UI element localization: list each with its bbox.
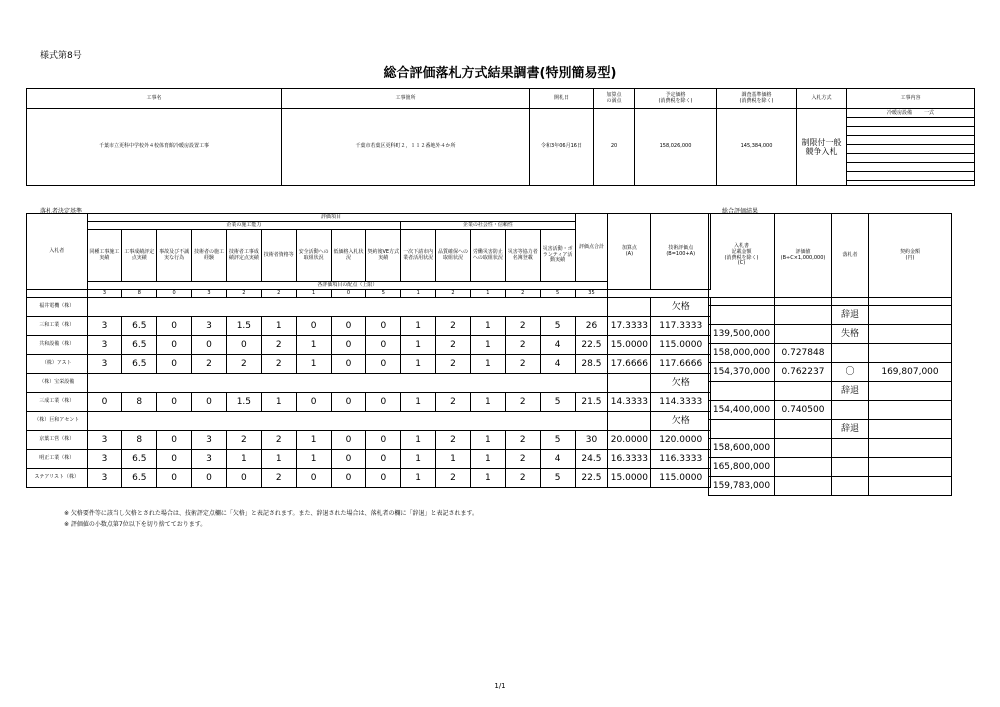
- full-mark-cell: 1: [470, 290, 505, 298]
- winner-cell: [832, 401, 869, 420]
- score-cell: 5: [540, 431, 575, 450]
- eval-item-header: 安全活動への取組状況: [296, 230, 331, 282]
- header-content: 工事内容: [847, 89, 975, 109]
- result-row: [709, 477, 952, 496]
- full-mark-cell: 0: [157, 290, 192, 298]
- score-cell: 1: [401, 336, 436, 355]
- bid-amount-cell: 139,500,000: [709, 325, 775, 344]
- score-cell: 2: [505, 393, 540, 412]
- score-cell: 1: [401, 355, 436, 374]
- header-planned-price: 予定価格 (消費税を除く): [635, 89, 717, 109]
- score-cell: 3: [192, 450, 227, 469]
- winner-cell: 辞退: [832, 306, 869, 325]
- content-line-blank: [847, 136, 974, 145]
- contract-amount-cell: 169,807,000: [869, 363, 952, 382]
- full-mark-cell: 5: [540, 290, 575, 298]
- tech-score-cell: 120.0000: [651, 431, 711, 450]
- total-cell: 24.5: [575, 450, 608, 469]
- content-qty: 一式: [924, 110, 935, 116]
- total-cell: 28.5: [575, 355, 608, 374]
- eval-value-cell: [775, 458, 832, 477]
- score-cell: 0: [331, 355, 366, 374]
- criteria-label: 落札者決定基準: [40, 208, 83, 215]
- winner-cell: [832, 344, 869, 363]
- score-cell: 4: [540, 355, 575, 374]
- content-line-blank: [847, 145, 974, 154]
- score-cell: 0: [157, 450, 192, 469]
- group-b-header: 企業の社会性・信頼性: [401, 222, 575, 230]
- contract-amount-cell: [869, 401, 952, 420]
- score-cell: 1: [261, 450, 296, 469]
- score-cell: 2: [261, 355, 296, 374]
- winner-cell: [832, 458, 869, 477]
- bonus-cell: [608, 374, 651, 393]
- bonus-cell: 16.3333: [608, 450, 651, 469]
- score-cell: 8: [122, 431, 157, 450]
- score-cell: 2: [505, 336, 540, 355]
- result-label: 総合評価結果: [722, 208, 759, 215]
- blank-scores: [87, 374, 608, 393]
- score-cell: 1: [401, 469, 436, 488]
- score-cell: 1: [261, 317, 296, 336]
- bonus-cell: [608, 298, 651, 317]
- bonus-cell: 15.0000: [608, 469, 651, 488]
- result-row: [709, 401, 952, 420]
- bidder-header: 入札者: [27, 214, 88, 290]
- score-cell: 0: [331, 336, 366, 355]
- page-number: 1/1: [494, 682, 506, 690]
- score-cell: 0: [366, 431, 401, 450]
- score-cell: 0: [157, 469, 192, 488]
- bidder-row: [27, 431, 711, 450]
- score-cell: 6.5: [122, 317, 157, 336]
- status-cell: 欠格: [651, 374, 711, 393]
- header-name: 工事名: [27, 89, 282, 109]
- bidder-row: [27, 450, 711, 469]
- eval-value-cell: [775, 382, 832, 401]
- eval-item-header: 同種工事施工実績: [87, 230, 122, 282]
- score-cell: 5: [540, 317, 575, 336]
- total-cell: 30: [575, 431, 608, 450]
- score-cell: 1: [470, 317, 505, 336]
- total-cell: 26: [575, 317, 608, 336]
- score-cell: 1: [296, 431, 331, 450]
- score-cell: 0: [226, 336, 261, 355]
- winner-cell: 〇: [832, 363, 869, 382]
- score-cell: 0: [366, 355, 401, 374]
- contract-planned-price: 158,026,000: [635, 109, 717, 186]
- contract-bid-method: 制限付一般 競争入札: [797, 109, 847, 186]
- score-cell: 1: [470, 355, 505, 374]
- score-cell: 0: [157, 393, 192, 412]
- eval-item-header: 技術者工事成績評定点実績: [226, 230, 261, 282]
- score-cell: 1: [401, 317, 436, 336]
- winner-cell: [832, 477, 869, 496]
- contract-name: 千葉市立更科中学校外４校体育館冷暖房設置工事: [27, 109, 282, 186]
- bonus-header: 加算点 (A): [608, 214, 651, 290]
- bid-amount-cell: [709, 306, 775, 325]
- bonus-cell: 17.3333: [608, 317, 651, 336]
- result-row: [709, 382, 952, 401]
- bonus-cell: 17.6666: [608, 355, 651, 374]
- winner-cell: 辞退: [832, 382, 869, 401]
- eval-value-header: 評価値 (B÷C×1,000,000): [775, 214, 832, 298]
- status-cell: 欠格: [651, 298, 711, 317]
- full-mark-cell: 3: [192, 290, 227, 298]
- eval-value-cell: [775, 420, 832, 439]
- result-row: [709, 363, 952, 382]
- winner-cell: [832, 439, 869, 458]
- eval-value-cell: 0.727848: [775, 344, 832, 363]
- contract-content-cell: [847, 109, 975, 186]
- evaluation-table: [26, 213, 711, 488]
- contract-amount-cell: [869, 382, 952, 401]
- total-cell: 21.5: [575, 393, 608, 412]
- score-cell: 4: [540, 450, 575, 469]
- score-cell: 0: [226, 469, 261, 488]
- contract-table: [26, 88, 975, 186]
- contract-amount-cell: [869, 306, 952, 325]
- score-cell: 1: [470, 393, 505, 412]
- score-cell: 3: [87, 336, 122, 355]
- bidder-name: 共和設備（株）: [27, 336, 88, 355]
- eval-item-header: 事故及び不誠実な行為: [157, 230, 192, 282]
- score-cell: 0: [87, 393, 122, 412]
- score-cell: 1.5: [226, 393, 261, 412]
- score-cell: 2: [505, 431, 540, 450]
- bid-amount-cell: 154,400,000: [709, 401, 775, 420]
- tech-score-cell: 114.3333: [651, 393, 711, 412]
- eval-item-header: 契約後VE方式実績: [366, 230, 401, 282]
- score-cell: 6.5: [122, 450, 157, 469]
- group-a-header: 企業の施工能力: [87, 222, 401, 230]
- full-mark-cell: 8: [122, 290, 157, 298]
- score-cell: 0: [296, 317, 331, 336]
- score-cell: 1: [296, 336, 331, 355]
- contract-location: 千葉市若葉区更科町２，１１２番地外４か所: [282, 109, 530, 186]
- full-mark-cell: 5: [366, 290, 401, 298]
- result-table: [708, 213, 952, 496]
- score-cell: 0: [366, 393, 401, 412]
- score-cell: 3: [87, 317, 122, 336]
- eval-item-header: 品質確保への取組状況: [436, 230, 471, 282]
- bonus-cell: 15.0000: [608, 336, 651, 355]
- bidder-name: 京葉工営（株）: [27, 431, 88, 450]
- score-cell: 0: [157, 317, 192, 336]
- full-mark-cell: 2: [226, 290, 261, 298]
- winner-cell: 辞退: [832, 420, 869, 439]
- tech-score-cell: 117.3333: [651, 317, 711, 336]
- bonus-cell: [608, 412, 651, 431]
- score-cell: 1: [470, 469, 505, 488]
- header-bid-method: 入札方式: [797, 89, 847, 109]
- contract-amount-cell: [869, 325, 952, 344]
- content-line: [847, 109, 974, 118]
- bid-amount-cell: [709, 382, 775, 401]
- bidder-row: [27, 298, 711, 317]
- score-cell: 4: [540, 336, 575, 355]
- score-total-header: 評価点合計: [575, 214, 608, 282]
- eval-item-header: 災害等協力者名簿登載: [505, 230, 540, 282]
- bid-amount-cell: 159,783,000: [709, 477, 775, 496]
- bonus-cell: 20.0000: [608, 431, 651, 450]
- bid-amount-cell: 158,600,000: [709, 439, 775, 458]
- full-mark-cell: 2: [505, 290, 540, 298]
- winner-cell: 失格: [832, 325, 869, 344]
- eval-item-header: 技術者資格等: [261, 230, 296, 282]
- score-cell: 6.5: [122, 469, 157, 488]
- bidder-row: [27, 393, 711, 412]
- result-row: [709, 420, 952, 439]
- score-cell: 0: [296, 393, 331, 412]
- tech-score-cell: 117.6666: [651, 355, 711, 374]
- bidder-name: ステアリスト（株）: [27, 469, 88, 488]
- full-mark-cell: 35: [575, 290, 608, 298]
- contract-amount-header: 契約金額 (円): [869, 214, 952, 298]
- page-title: 総合評価落札方式結果調書(特別簡易型): [383, 66, 617, 81]
- score-cell: 2: [261, 336, 296, 355]
- score-cell: 0: [331, 317, 366, 336]
- bidder-name: （株）アスト: [27, 355, 88, 374]
- content-line-blank: [847, 118, 974, 127]
- bidder-row: [27, 336, 711, 355]
- score-cell: 3: [87, 469, 122, 488]
- score-cell: 1: [296, 450, 331, 469]
- eval-value-cell: 0.762237: [775, 363, 832, 382]
- tech-score-cell: 115.0000: [651, 336, 711, 355]
- score-cell: 1: [296, 355, 331, 374]
- score-cell: 2: [226, 431, 261, 450]
- score-cell: 1: [261, 393, 296, 412]
- score-cell: 2: [505, 469, 540, 488]
- bidder-name: （株）巨和アセント: [27, 412, 88, 431]
- bidder-name: （株）宝栄設備: [27, 374, 88, 393]
- full-marks-spacer: [27, 290, 88, 298]
- contract-amount-cell: [869, 344, 952, 363]
- eval-value-cell: [775, 325, 832, 344]
- header-bonus-points: 加算点 の満点: [594, 89, 635, 109]
- content-line-blank: [847, 172, 974, 181]
- full-mark-cell: 0: [331, 290, 366, 298]
- score-cell: 5: [540, 469, 575, 488]
- score-cell: 1: [470, 450, 505, 469]
- blank-scores: [87, 412, 608, 431]
- bidder-row: [27, 355, 711, 374]
- score-cell: 0: [331, 431, 366, 450]
- bid-amount-header: 入札書 記載金額 (消費税を除く) (C): [709, 214, 775, 298]
- content-line-blank: [847, 154, 974, 163]
- note-line: ※ 欠格要件等に該当し欠格とされた場合は、技術評定点欄に「欠格」と表記されます。また、辞退された場合は、落札者の欄に「辞退」と表記されます。: [64, 510, 478, 517]
- score-cell: 2: [436, 469, 471, 488]
- bidder-name: 福井電機（株）: [27, 298, 88, 317]
- bidder-row: [27, 469, 711, 488]
- tech-score-cell: 115.0000: [651, 469, 711, 488]
- score-cell: 0: [366, 336, 401, 355]
- score-cell: 1.5: [226, 317, 261, 336]
- score-cell: 2: [505, 355, 540, 374]
- full-mark-cell: 1: [401, 290, 436, 298]
- score-cell: 0: [157, 355, 192, 374]
- score-cell: 3: [192, 431, 227, 450]
- score-cell: 2: [436, 336, 471, 355]
- full-mark-cell: 1: [296, 290, 331, 298]
- score-cell: 3: [87, 450, 122, 469]
- contract-amount-cell: [869, 420, 952, 439]
- score-cell: 2: [436, 393, 471, 412]
- total-cell: 22.5: [575, 469, 608, 488]
- content-line-blank: [847, 127, 974, 136]
- result-row: [709, 458, 952, 477]
- score-cell: 0: [331, 469, 366, 488]
- score-cell: 2: [436, 355, 471, 374]
- full-marks-header: 各評価項目の配点（上限）: [87, 282, 608, 290]
- eval-value-cell: [775, 477, 832, 496]
- contract-amount-cell: [869, 477, 952, 496]
- eval-item-header: 低価格入札状況: [331, 230, 366, 282]
- score-cell: 2: [436, 317, 471, 336]
- form-number: 様式第8号: [40, 51, 82, 61]
- tech-score-header: 技術評価点 (B=100+A): [651, 214, 711, 290]
- score-cell: 1: [470, 336, 505, 355]
- bidder-name: 三成工業（株）: [27, 393, 88, 412]
- eval-item-header: 災害活動・ボランティア活動実績: [540, 230, 575, 282]
- score-cell: 0: [296, 469, 331, 488]
- score-cell: 0: [331, 393, 366, 412]
- content-line-blank: [847, 163, 974, 172]
- eval-value-cell: 0.740500: [775, 401, 832, 420]
- contract-opening-date: 令和3年06月16日: [530, 109, 594, 186]
- score-cell: 1: [470, 431, 505, 450]
- score-cell: 0: [366, 317, 401, 336]
- score-cell: 0: [192, 469, 227, 488]
- score-cell: 6.5: [122, 355, 157, 374]
- result-spacer: [869, 298, 952, 306]
- winner-header: 落札者: [832, 214, 869, 298]
- eval-item-header: 工事成績評定点実績: [122, 230, 157, 282]
- header-location: 工事箇所: [282, 89, 530, 109]
- score-cell: 2: [436, 431, 471, 450]
- contract-amount-cell: [869, 458, 952, 477]
- score-cell: 1: [401, 450, 436, 469]
- bidder-row: [27, 317, 711, 336]
- score-cell: 0: [366, 450, 401, 469]
- header-base-price: 調査基準価格 (消費税を除く): [717, 89, 797, 109]
- score-cell: 1: [401, 393, 436, 412]
- score-cell: 1: [436, 450, 471, 469]
- total-cell: 22.5: [575, 336, 608, 355]
- full-mark-cell: 2: [261, 290, 296, 298]
- score-cell: 6.5: [122, 336, 157, 355]
- score-cell: 2: [505, 450, 540, 469]
- bonus-cell: 14.3333: [608, 393, 651, 412]
- score-cell: 0: [366, 469, 401, 488]
- full-mark-cell: 2: [436, 290, 471, 298]
- score-cell: 0: [192, 393, 227, 412]
- score-cell: 0: [331, 450, 366, 469]
- eval-item-header: 技術者の施工経験: [192, 230, 227, 282]
- score-cell: 1: [401, 431, 436, 450]
- bid-amount-cell: 158,000,000: [709, 344, 775, 363]
- result-row: [709, 306, 952, 325]
- full-mark-cell: 3: [87, 290, 122, 298]
- bidder-row: [27, 374, 711, 393]
- score-cell: 2: [261, 431, 296, 450]
- score-cell: 0: [157, 431, 192, 450]
- eval-value-cell: [775, 439, 832, 458]
- result-spacer: [832, 298, 869, 306]
- result-row: [709, 325, 952, 344]
- score-cell: 5: [540, 393, 575, 412]
- status-cell: 欠格: [651, 412, 711, 431]
- contract-bonus-points: 20: [594, 109, 635, 186]
- bid-amount-cell: 165,800,000: [709, 458, 775, 477]
- bidder-name: 三和工業（株）: [27, 317, 88, 336]
- score-cell: 3: [87, 431, 122, 450]
- score-cell: 1: [226, 450, 261, 469]
- score-cell: 3: [192, 317, 227, 336]
- score-cell: 2: [505, 317, 540, 336]
- result-row: [709, 439, 952, 458]
- content-item: 冷暖房設備: [886, 110, 912, 116]
- eval-value-cell: [775, 306, 832, 325]
- tech-score-cell: 116.3333: [651, 450, 711, 469]
- score-cell: 8: [122, 393, 157, 412]
- score-cell: 0: [192, 336, 227, 355]
- result-spacer: [709, 298, 775, 306]
- note-line: ※ 評価値の小数点第7位以下を切り捨てております。: [64, 521, 207, 528]
- bid-amount-cell: [709, 420, 775, 439]
- items-header: 評価項目: [87, 214, 575, 222]
- bidder-row: [27, 412, 711, 431]
- eval-item-header: 一次下請市内業者活用状況: [401, 230, 436, 282]
- score-cell: 2: [261, 469, 296, 488]
- blank-scores: [87, 298, 608, 317]
- bidder-name: 明正工業（株）: [27, 450, 88, 469]
- score-cell: 2: [226, 355, 261, 374]
- score-cell: 2: [192, 355, 227, 374]
- contract-base-price: 145,384,000: [717, 109, 797, 186]
- result-row: [709, 344, 952, 363]
- contract-amount-cell: [869, 439, 952, 458]
- eval-item-header: 労働災害防止への取組状況: [470, 230, 505, 282]
- score-cell: 3: [87, 355, 122, 374]
- bid-amount-cell: 154,370,000: [709, 363, 775, 382]
- score-cell: 0: [157, 336, 192, 355]
- header-opening-date: 開札日: [530, 89, 594, 109]
- result-spacer: [775, 298, 832, 306]
